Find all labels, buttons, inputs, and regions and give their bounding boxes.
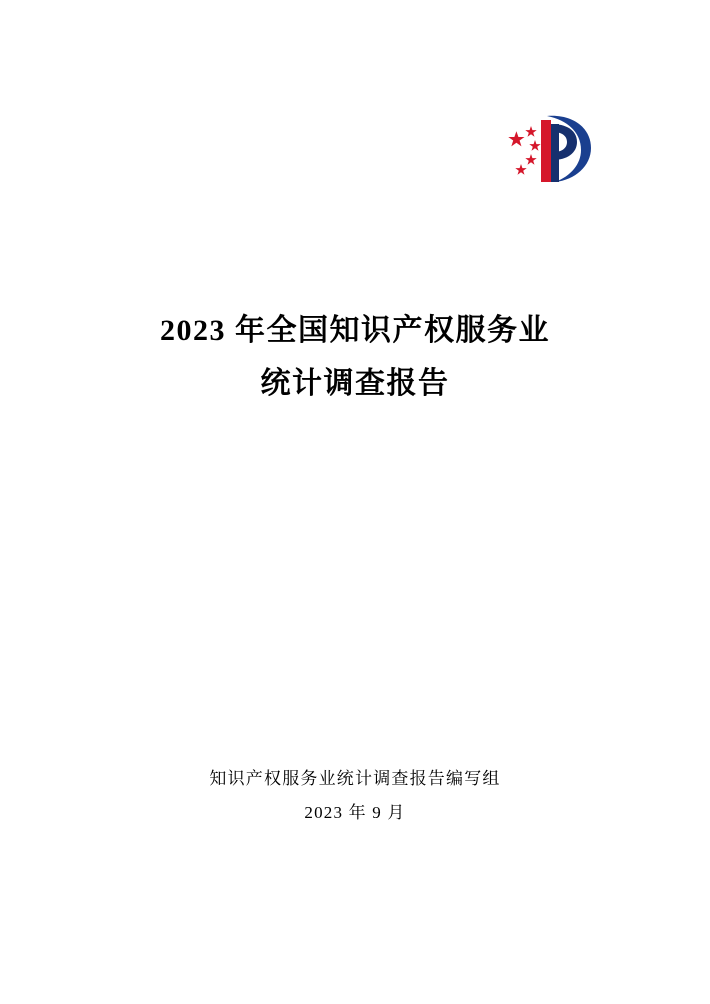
title-line-1: 2023 年全国知识产权服务业 (160, 314, 550, 347)
footer-author: 知识产权服务业统计调查报告编写组 (209, 769, 501, 788)
title-line-2: 统计调查报告 (260, 366, 450, 400)
document-footer (0, 762, 710, 830)
footer-date: 2023 年 9 月 (304, 803, 406, 822)
cnipa-logo (495, 108, 605, 188)
document-title (0, 305, 710, 410)
